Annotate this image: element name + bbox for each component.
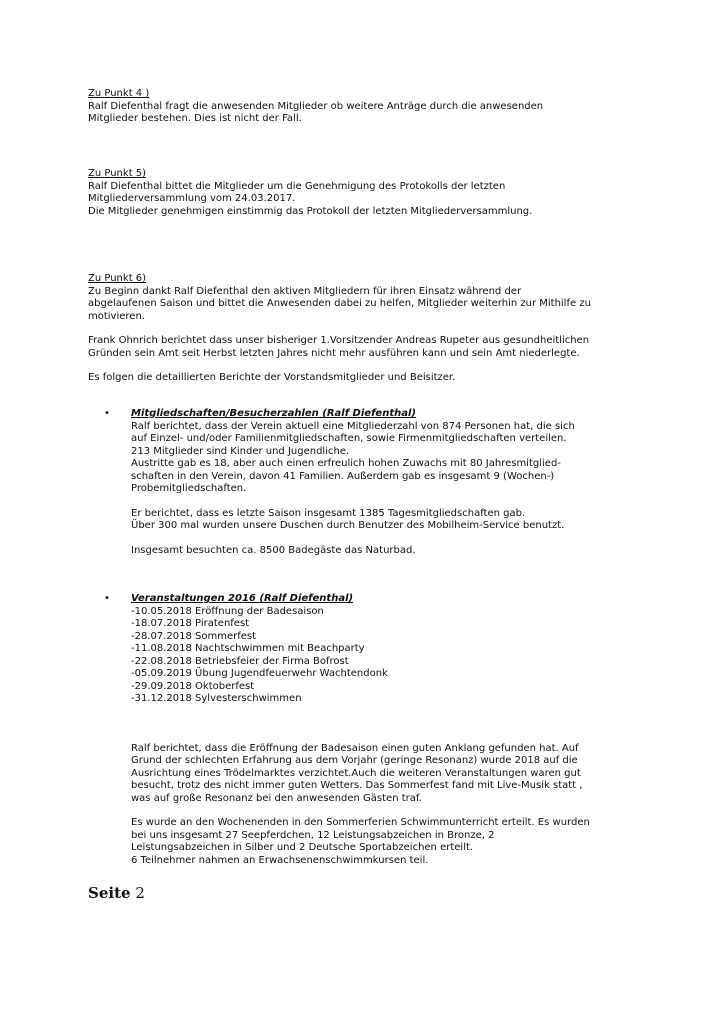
section-heading: Zu Punkt 5) [88, 168, 147, 179]
text-line: besucht, trotz des nicht immer guten Wetters. Das Sommerfest fand mit Live-Musik statt , [131, 780, 583, 791]
bullet-icon: • [104, 593, 110, 604]
section-heading: Zu Punkt 6) [88, 273, 147, 284]
text-line: Es folgen die detaillierten Berichte der Vorstandsmitglieder und Beisitzer. [88, 372, 456, 383]
text-line: Grund der schlechten Erfahrung aus dem Vorjahr (geringe Resonanz) wurde 2018 auf die [131, 755, 578, 766]
text-line: Insgesamt besuchten ca. 8500 Badegäste das Naturbad. [131, 544, 416, 556]
text-line: 213 Mitglieder sind Kinder und Jugendliche. [131, 445, 350, 457]
text-line: abgelaufenen Saison und bittet die Anwesenden dabei zu helfen, Mitglieder weiterhin zur Mithilfe zu [88, 298, 591, 309]
text-line: Ralf berichtet, dass die Eröffnung der Badesaison einen guten Anklang gefunden hat. Auf [131, 742, 579, 754]
text-line: Frank Ohnrich berichtet dass unser bisheriger 1.Vorsitzender Andreas Rupeter aus gesundheitlichen [88, 335, 590, 346]
text-line: Ralf Diefenthal bittet die Mitglieder um die Genehmigung des Protokolls der letzten [88, 180, 506, 192]
bullet-title: Mitgliedschaften/Besucherzahlen (Ralf Diefenthal) [131, 408, 416, 419]
text-line: Leistungsabzeichen in Silber und 2 Deutsche Sportabzeichen erteilt. [131, 842, 474, 853]
section-punkt-6 [88, 273, 648, 385]
text-line: Er berichtet, dass es letzte Saison insgesamt 1385 Tagesmitgliedschaften gab. [131, 507, 526, 519]
text-line: 6 Teilnehmer nahmen an Erwachsenenschwimmkursen teil. [131, 854, 429, 866]
bullet-events-report [104, 593, 644, 867]
list-item: -22.08.2018 Betriebsfeier der Firma Bofrost [131, 655, 349, 667]
text-line: Probemitgliedschaften. [131, 483, 247, 494]
section-punkt-4 [88, 88, 648, 126]
events-list [131, 606, 644, 706]
list-item: -10.05.2018 Eröffnung der Badesaison [131, 605, 324, 617]
text-line: Mitglieder bestehen. Dies ist nicht der Fall. [88, 113, 302, 124]
text-line: Gründen sein Amt seit Herbst letzten Jahres nicht mehr ausführen kann und sein Amt niederlegte. [88, 347, 580, 359]
list-item: -31.12.2018 Sylvesterschwimmen [131, 693, 302, 704]
list-item: -05.09.2019 Übung Jugendfeuerwehr Wachtendonk [131, 668, 388, 679]
page-number-value: 2 [135, 884, 145, 902]
bullet-title: Veranstaltungen 2016 (Ralf Diefenthal) [131, 593, 354, 604]
text-line: Ausrichtung eines Trödelmarktes verzichtet.Auch die weiteren Veranstaltungen waren gut [131, 767, 581, 779]
list-item: -28.07.2018 Sommerfest [131, 630, 257, 642]
text-line: Mitgliederversammlung vom 24.03.2017. [88, 193, 296, 204]
page-label: Seite [88, 884, 131, 902]
section-heading: Zu Punkt 4 ) [88, 88, 150, 99]
text-line: Ralf Diefenthal fragt die anwesenden Mitglieder ob weitere Anträge durch die anwesenden [88, 100, 544, 112]
text-line: Es wurde an den Wochenenden in den Sommerferien Schwimmunterricht erteilt. Es wurden [131, 817, 590, 828]
section-punkt-5 [88, 168, 648, 218]
list-item: -18.07.2018 Piratenfest [131, 618, 250, 629]
text-line: auf Einzel- und/oder Familienmitgliedschaften, sowie Firmenmitgliedschaften verteilen. [131, 433, 567, 444]
bullet-icon: • [104, 408, 110, 419]
list-item: -29.09.2018 Oktoberfest [131, 680, 255, 692]
text-line: schaften in den Verein, davon 41 Familien. Außerdem gab es insgesamt 9 (Wochen-) [131, 470, 555, 482]
list-item: -11.08.2018 Nachtschwimmen mit Beachparty [131, 643, 365, 654]
text-line: Über 300 mal wurden unsere Duschen durch Benutzer des Mobilheim-Service benutzt. [131, 520, 565, 531]
text-line: Zu Beginn dankt Ralf Diefenthal den aktiven Mitgliedern für ihren Einsatz während der [88, 285, 522, 297]
text-line: Die Mitglieder genehmigen einstimmig das Protokoll der letzten Mitgliederversammlung. [88, 205, 533, 217]
text-line: motivieren. [88, 310, 145, 322]
text-line: Austritte gab es 18, aber auch einen erfreulich hohen Zuwachs mit 80 Jahresmitglied- [131, 458, 561, 469]
text-line: was auf große Resonanz bei den anwesenden Gästen traf. [131, 792, 422, 804]
text-line: bei uns insgesamt 27 Seepferdchen, 12 Leistungsabzeichen in Bronze, 2 [131, 829, 495, 841]
page-number [88, 884, 145, 902]
bullet-members-report [104, 408, 644, 557]
text-line: Ralf berichtet, dass der Verein aktuell eine Mitgliederzahl von 874 Personen hat, die sich [131, 420, 575, 432]
